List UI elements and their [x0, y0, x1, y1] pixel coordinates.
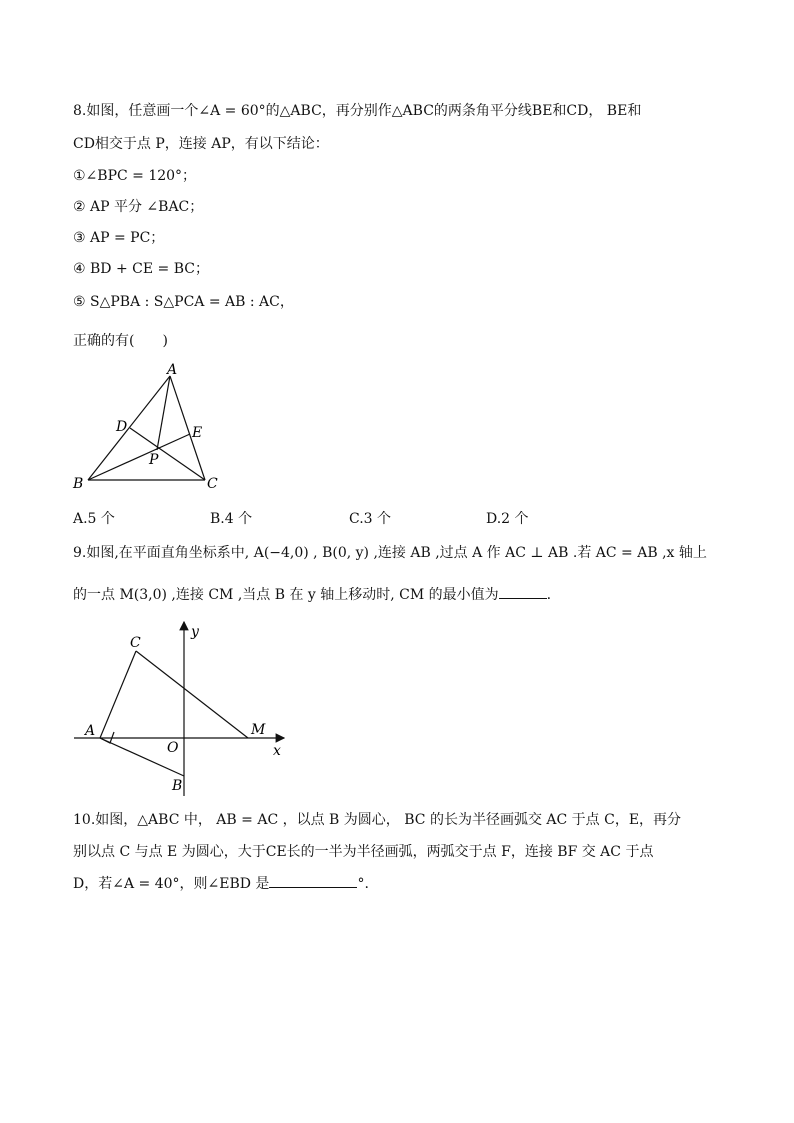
- q8-triangle-figure: [70, 362, 230, 494]
- q8-conclusion-4: ④ BD + CE = BC；: [73, 261, 209, 277]
- q9-stem-line-2: [73, 584, 551, 605]
- q8-stem-line-2: CD相交于点 P，连接 AP，有以下结论：: [73, 136, 329, 152]
- q9-label-o: O: [167, 740, 179, 756]
- q9-label-y: y: [191, 624, 199, 640]
- q8-option-d[interactable]: D.2 个: [486, 511, 529, 527]
- q8-stem-line-1: 8.如图，任意画一个∠A = 60°的△ABC，再分别作△ABC的两条角平分线BE和CD， BE和: [73, 103, 642, 119]
- q8-conclusion-3: ③ AP = PC；: [73, 230, 165, 246]
- q10-stem-line-1: 10.如图，△ABC 中， AB = AC ，以点 B 为圆心， BC 的长为半径画弧交 AC 于点 C，E，再分: [73, 812, 682, 828]
- q9-label-x: x: [273, 743, 281, 759]
- q8-label-a: A: [167, 362, 178, 378]
- q8-label-c: C: [207, 476, 218, 492]
- q8-option-a[interactable]: A.5 个: [73, 511, 115, 527]
- q9-stem-line-2-end: .: [546, 587, 552, 603]
- q8-option-b[interactable]: B.4 个: [210, 511, 253, 527]
- q9-label-b: B: [172, 778, 183, 794]
- q9-label-m: M: [251, 722, 266, 738]
- q8-prompt: 正确的有( ): [73, 333, 168, 349]
- q8-option-c[interactable]: C.3 个: [349, 511, 392, 527]
- q10-answer-blank[interactable]: [269, 873, 357, 888]
- q9-stem-line-1: 9.如图,在平面直角坐标系中, A(−4,0) , B(0, y) ,连接 AB ,过点 A 作 AC ⊥ AB .若 AC = AB ,x 轴上: [73, 545, 707, 561]
- q8-conclusion-5: ⑤ S△PBA : S△PCA = AB : AC，: [73, 294, 294, 310]
- q9-answer-blank[interactable]: [499, 584, 547, 599]
- q9-label-a: A: [85, 723, 96, 739]
- q9-stem-line-2-text: 的一点 M(3,0) ,连接 CM ,当点 B 在 y 轴上移动时, CM 的最小值为: [73, 587, 499, 603]
- q10-stem-line-3-text: D，若∠A = 40°，则∠EBD 是: [73, 876, 270, 892]
- q8-label-d: D: [116, 419, 128, 435]
- q8-label-b: B: [73, 476, 84, 492]
- q8-conclusion-1: ①∠BPC = 120°；: [73, 168, 197, 184]
- q10-stem-line-2: 别以点 C 与点 E 为圆心，大于CE长的一半为半径画弧，两弧交于点 F，连接 BF 交 AC 于点: [73, 844, 654, 860]
- q8-label-e: E: [192, 425, 203, 441]
- q9-coordinate-figure: [70, 616, 292, 796]
- q10-stem-line-3-end: °.: [357, 876, 369, 892]
- q10-stem-line-3: [73, 873, 369, 894]
- q8-label-p: P: [149, 452, 159, 468]
- q8-conclusion-2: ② AP 平分 ∠BAC；: [73, 199, 204, 215]
- q9-label-c: C: [130, 635, 141, 651]
